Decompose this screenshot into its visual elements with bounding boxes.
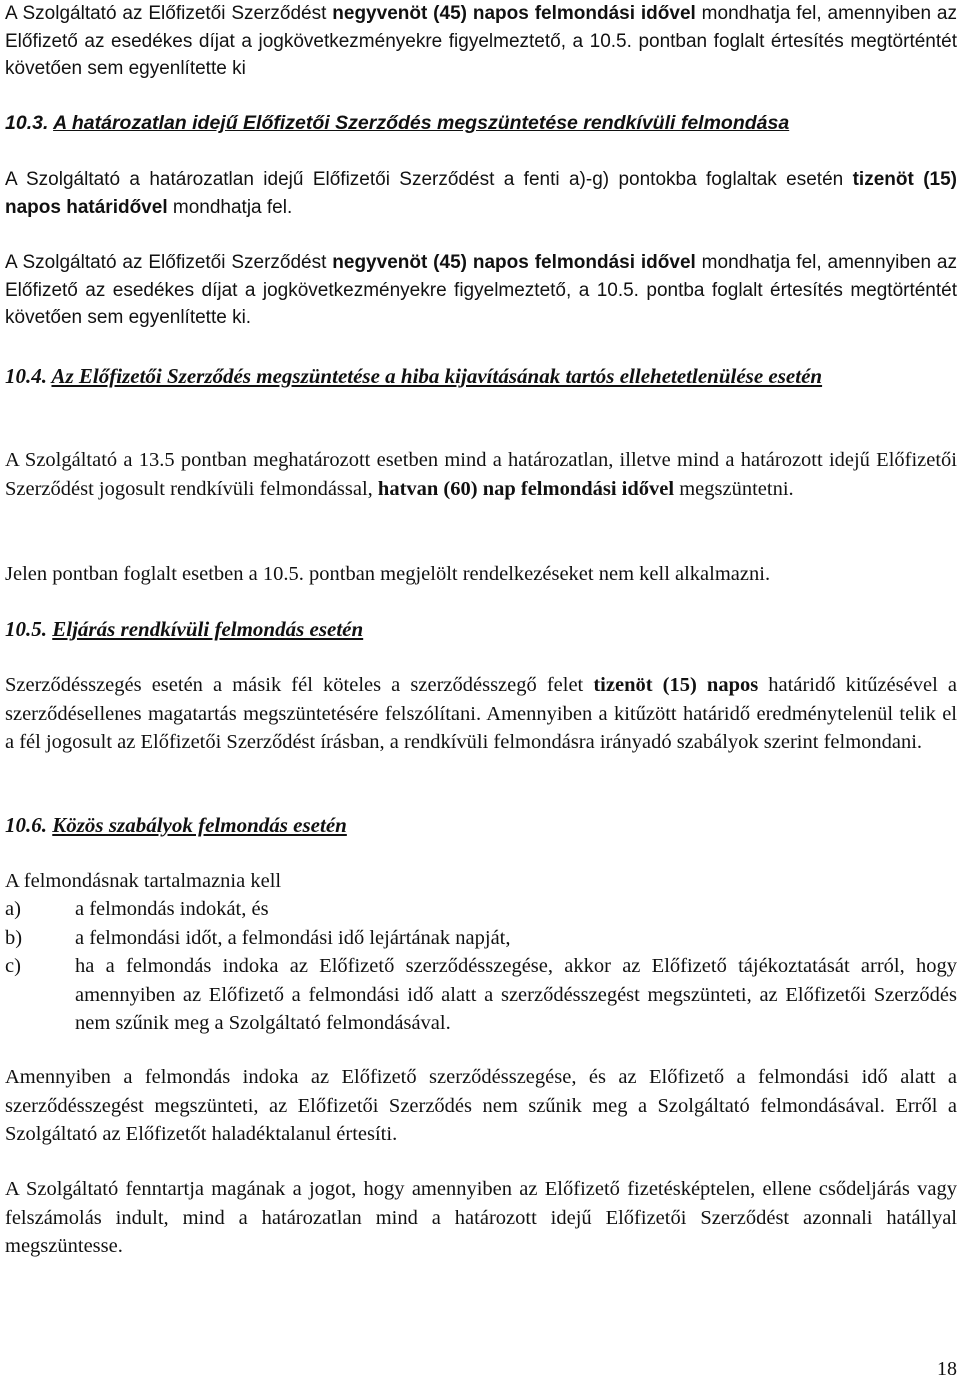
list-marker: a) bbox=[5, 898, 21, 920]
paragraph-45-day-notice: A Szolgáltató az Előfizetői Szerződést negyvenöt (45) napos felmondási idővel mondhatja fel, amennyiben az Előfizető az esedékes díjat a jogkövetkezményekre figyelmeztető, a 10.5. pontban foglalt értesítés megtörténtét követően sem egyenlítette ki bbox=[5, 3, 958, 79]
section-heading-10-3: 10.3. A határozatlan idejű Előfizetői Szerződés megszüntetése rendkívüli felmondása bbox=[5, 112, 790, 134]
list-marker: c) bbox=[5, 955, 21, 977]
paragraph-60-day-notice: A Szolgáltató a 13.5 pontban meghatározott esetben mind a határozatlan, illetve mind a határozott idejű Előfizetői Szerződést jogosult rendkívüli felmondással, hatvan (60) nap felmondási idővel megszüntetni. bbox=[5, 449, 957, 500]
section-heading-10-4: 10.4. Az Előfizetői Szerződés megszüntetése a hiba kijavításának tartós ellehetetlenülése esetén bbox=[5, 364, 823, 388]
paragraph-not-applicable: Jelen pontban foglalt esetben a 10.5. pontban megjelölt rendelkezéseket nem kell alkalmazni. bbox=[5, 563, 771, 585]
list-marker: b) bbox=[5, 926, 23, 949]
paragraph-45-day-notice-repeat: A Szolgáltató az Előfizetői Szerződést negyvenöt (45) napos felmondási idővel mondhatja fel, amennyiben az Előfizető az esedékes díjat a jogkövetkezményekre figyelmeztető, a 10.5. pontba foglalt értesítés megtörténtét követően sem egyenlítette ki. bbox=[5, 252, 958, 328]
paragraph-breach-remedied: Amennyiben a felmondás indoka az Előfizető szerződésszegése, és az Előfizető a felmondási idő alatt a szerződésszegést megszünteti, az Előfizetői Szerződés nem szűnik meg a Szolgáltató felmondásával. Erről a Szolgáltató az Előfizetőt haladéktalanul értesíti. bbox=[5, 1066, 957, 1145]
page-number: 18 bbox=[937, 1358, 957, 1380]
notice-contents-list bbox=[5, 895, 957, 1038]
paragraph-breach-procedure: Szerződésszegés esetén a másik fél köteles a szerződésszegő felet tizenöt (15) napos határidő kitűzésével a szerződésellenes magatartás megszüntetésére felszólítani. Amennyiben a kitűzött határidő eredménytelenül telik el a fél jogosult az Előfizetői Szerződést írásban, a rendkívüli felmondásra irányadó szabályok szerint felmondani. bbox=[5, 674, 957, 753]
list-item: b) a felmondási időt, a felmondási idő lejártának napját, bbox=[5, 924, 957, 953]
paragraph-notice-contents: A felmondásnak tartalmaznia kell bbox=[5, 870, 282, 892]
section-heading-10-5: 10.5. Eljárás rendkívüli felmondás esetén bbox=[5, 617, 364, 641]
paragraph-insolvency: A Szolgáltató fenntartja magának a jogot, hogy amennyiben az Előfizető fizetésképtelen, ellene csődeljárás vagy felszámolás indult, mind a határozatlan mind a határozott idejű Előfizetői Szerződést azonnali hatállyal megszüntesse. bbox=[5, 1178, 957, 1257]
list-item: c) ha a felmondás indoka az Előfizető szerződésszegése, akkor az Előfizető tájékoztatását arról, hogy amennyiben az Előfizető a felmondási idő alatt a szerződésszegést megszünteti, az Előfizetői Szerződés nem szűnik meg a Szolgáltató felmondásával. bbox=[5, 952, 957, 1038]
list-item: a) a felmondás indokát, és bbox=[5, 895, 957, 924]
paragraph-15-day-notice: A Szolgáltató a határozatlan idejű Előfizetői Szerződést a fenti a)-g) pontokba foglaltak esetén tizenöt (15) napos határidővel mondhatja fel. bbox=[5, 169, 957, 218]
section-heading-10-6: 10.6. Közös szabályok felmondás esetén bbox=[5, 813, 347, 837]
